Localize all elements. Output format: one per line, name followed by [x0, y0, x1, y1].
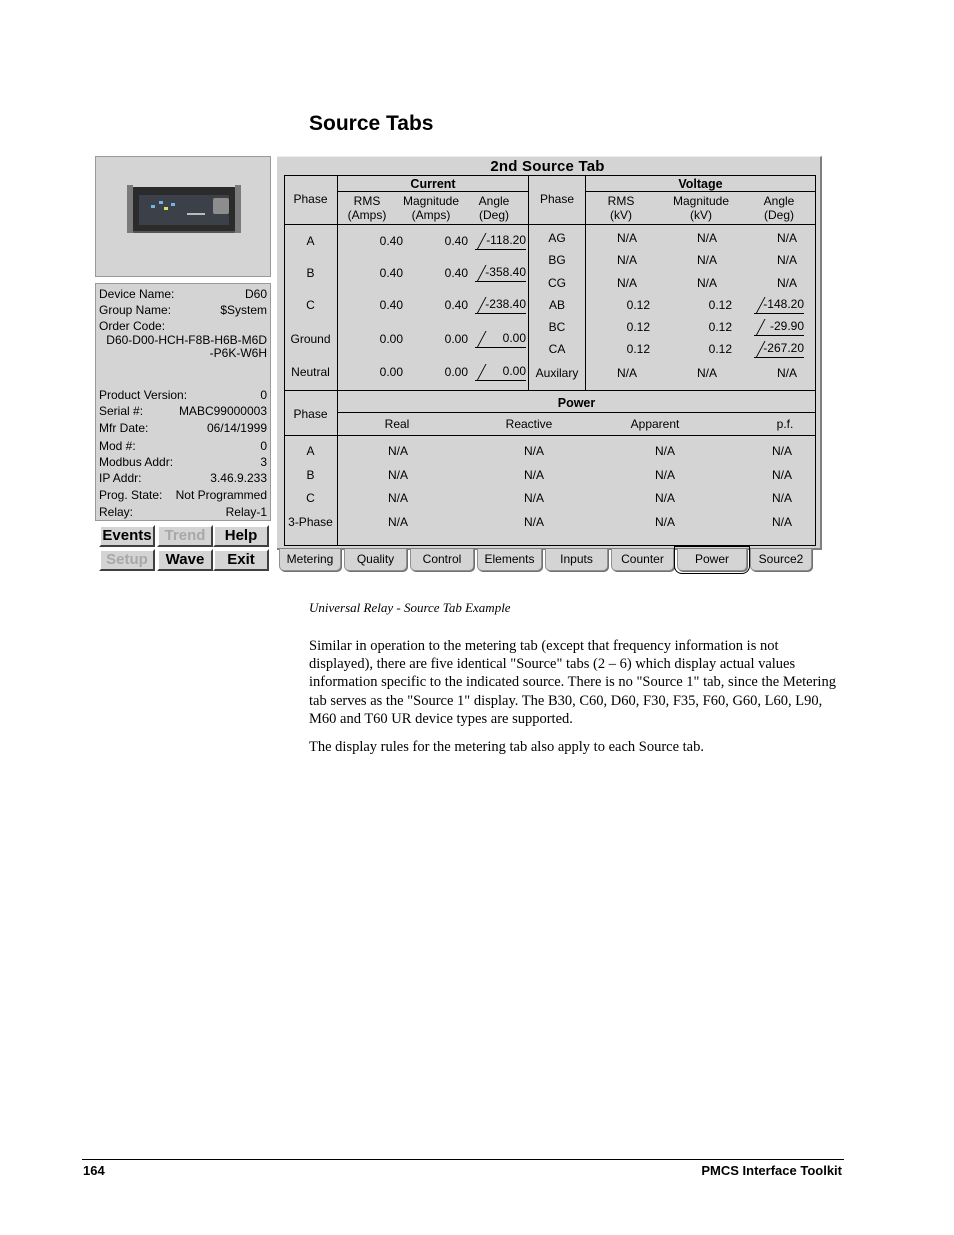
voltage-row-rms: 0.12: [626, 342, 650, 356]
voltage-row-phase: BC: [548, 320, 566, 334]
wave-button[interactable]: Wave: [157, 549, 213, 571]
device-name-row: Device Name: D60: [99, 287, 267, 301]
current-header: Current: [410, 177, 456, 191]
order-code-line-2: -P6K-W6H: [209, 346, 267, 360]
voltage-header-underline: [586, 191, 815, 192]
power-row-value: N/A: [654, 444, 675, 458]
source-tab-title: 2nd Source Tab: [490, 158, 605, 175]
power-row-value: N/A: [523, 468, 544, 482]
voltage-row-mag: N/A: [696, 276, 717, 290]
power-header-underline: [337, 412, 815, 413]
group-name-row: Group Name: $System: [99, 303, 267, 317]
voltage-row-rms: N/A: [616, 231, 637, 245]
current-mag-unit: (Amps): [411, 208, 451, 222]
grid-border-top: [284, 175, 815, 176]
power-col-header: Apparent: [630, 417, 680, 431]
relay-row: Relay: Relay-1: [99, 505, 267, 519]
voltage-angle-unit: (Deg): [763, 208, 794, 222]
current-rms-unit: (Amps): [347, 208, 387, 222]
events-button[interactable]: Events: [99, 525, 155, 547]
power-row-phase: B: [306, 468, 315, 482]
grid-border-right: [815, 175, 816, 546]
voltage-row-mag: N/A: [696, 253, 717, 267]
power-phase-header: Phase: [293, 407, 328, 421]
grid-border-left: [284, 175, 285, 545]
power-row-value: N/A: [523, 444, 544, 458]
voltage-row-phase: Auxilary: [535, 366, 579, 380]
power-col-divider: [284, 435, 815, 436]
mfr-date-row: Mfr Date: 06/14/1999: [99, 421, 267, 435]
footer-rule: [82, 1159, 844, 1160]
power-row-value: N/A: [387, 515, 408, 529]
ip-addr-row: IP Addr: 3.46.9.233: [99, 471, 267, 485]
device-image-panel: [95, 156, 271, 277]
current-row-phase: A: [306, 234, 315, 248]
current-row-angle: [475, 364, 526, 381]
order-code-row: Order Code:: [99, 319, 166, 333]
power-header: Power: [557, 396, 596, 410]
angle-value: -267.20: [763, 341, 804, 355]
current-row-rms: 0.40: [379, 298, 403, 312]
angle-symbol-icon: [477, 331, 487, 347]
setup-button[interactable]: Setup: [99, 549, 155, 571]
current-row-mag: 0.40: [444, 266, 468, 280]
power-section-divider: [284, 390, 815, 391]
voltage-row-angle: [754, 341, 804, 358]
current-row-angle: [475, 233, 526, 250]
current-row-rms: 0.40: [379, 234, 403, 248]
trend-button[interactable]: Trend: [157, 525, 213, 547]
current-row-angle: [475, 265, 526, 282]
power-row-value: N/A: [387, 444, 408, 458]
tab-quality[interactable]: Quality: [344, 549, 407, 571]
angle-symbol-icon: [477, 233, 487, 249]
voltage-row-rms: 0.12: [626, 320, 650, 334]
power-row-value: N/A: [387, 468, 408, 482]
voltage-rms-header: RMS: [607, 194, 635, 208]
voltage-row-mag: 0.12: [708, 298, 732, 312]
voltage-row-mag: 0.12: [708, 342, 732, 356]
power-row-value: N/A: [771, 491, 792, 505]
voltage-row-rms: 0.12: [626, 298, 650, 312]
current-row-mag: 0.40: [444, 298, 468, 312]
current-angle-unit: (Deg): [478, 208, 509, 222]
current-row-rms: 0.00: [379, 332, 403, 346]
tab-inputs[interactable]: Inputs: [545, 549, 608, 571]
voltage-row-angle: N/A: [776, 276, 797, 290]
angle-value: -358.40: [485, 265, 526, 279]
current-phase-divider: [337, 175, 338, 390]
current-mag-header: Magnitude: [402, 194, 460, 208]
voltage-row-phase: BG: [548, 253, 566, 267]
current-row-rms: 0.00: [379, 365, 403, 379]
voltage-row-phase: AG: [548, 231, 566, 245]
current-row-angle: [475, 297, 526, 314]
help-button[interactable]: Help: [213, 525, 269, 547]
angle-symbol-icon: [756, 319, 766, 335]
current-row-angle: [475, 331, 526, 348]
grid-header-divider: [284, 224, 815, 225]
voltage-row-rms: N/A: [616, 366, 637, 380]
current-row-mag: 0.40: [444, 234, 468, 248]
power-row-value: N/A: [771, 515, 792, 529]
voltage-row-angle: N/A: [776, 366, 797, 380]
grid-border-bottom: [284, 545, 815, 546]
voltage-row-angle: N/A: [776, 231, 797, 245]
current-rms-header: RMS: [353, 194, 381, 208]
power-row-value: N/A: [654, 515, 675, 529]
power-row-phase: 3-Phase: [288, 515, 333, 529]
voltage-row-phase: CG: [548, 276, 566, 290]
figure-caption: Universal Relay - Source Tab Example: [309, 600, 511, 615]
current-row-phase: B: [306, 266, 315, 280]
power-col-header: Real: [384, 417, 410, 431]
voltage-phase-header: Phase: [539, 192, 575, 206]
power-row-phase: A: [306, 444, 315, 458]
section-title: Source Tabs: [309, 112, 434, 135]
paragraph-2: The display rules for the metering tab also apply to each Source tab.: [309, 739, 704, 755]
angle-value: -118.20: [486, 233, 526, 247]
voltage-rms-unit: (kV): [610, 208, 632, 222]
document-title: PMCS Interface Toolkit: [701, 1163, 842, 1178]
order-code-line-1: D60-D00-HCH-F8B-H6B-M6D: [106, 333, 267, 347]
device-info-panel: [95, 283, 271, 521]
serial-row: Serial #: MABC99000003: [99, 404, 267, 418]
relay-device-icon: [131, 187, 237, 231]
power-row-value: N/A: [771, 444, 792, 458]
voltage-row-mag: 0.12: [708, 320, 732, 334]
current-row-rms: 0.40: [379, 266, 403, 280]
power-row-value: N/A: [387, 491, 408, 505]
power-row-value: N/A: [654, 491, 675, 505]
angle-symbol-icon: [477, 364, 487, 380]
current-row-phase: C: [306, 298, 315, 312]
voltage-row-angle: [754, 319, 804, 336]
current-angle-header: Angle: [478, 194, 510, 208]
voltage-row-mag: N/A: [696, 366, 717, 380]
power-col-header: p.f.: [776, 417, 794, 431]
voltage-angle-header: Angle: [763, 194, 795, 208]
voltage-row-rms: N/A: [616, 276, 637, 290]
power-row-value: N/A: [523, 491, 544, 505]
voltage-phase-divider: [585, 175, 586, 390]
power-col-header: Reactive: [505, 417, 553, 431]
tab-source2[interactable]: Source2: [750, 549, 812, 571]
current-row-mag: 0.00: [444, 332, 468, 346]
voltage-header: Voltage: [678, 177, 723, 191]
voltage-row-mag: N/A: [696, 231, 717, 245]
power-row-value: N/A: [523, 515, 544, 529]
tab-counter[interactable]: Counter: [611, 549, 674, 571]
current-row-phase: Neutral: [291, 365, 330, 379]
page-number: 164: [83, 1163, 105, 1178]
power-row-phase: C: [306, 491, 315, 505]
angle-value: -29.90: [769, 319, 804, 333]
voltage-row-angle: N/A: [776, 253, 797, 267]
power-row-value: N/A: [771, 468, 792, 482]
mod-row: Mod #: 0: [99, 439, 267, 453]
voltage-row-phase: AB: [548, 298, 565, 312]
power-phase-divider: [337, 390, 338, 545]
current-header-underline: [337, 191, 528, 192]
current-row-phase: Ground: [290, 332, 331, 346]
voltage-row-rms: N/A: [616, 253, 637, 267]
voltage-row-angle: [754, 297, 804, 314]
voltage-mag-unit: (kV): [690, 208, 712, 222]
angle-value: -238.40: [485, 297, 526, 311]
power-row-value: N/A: [654, 468, 675, 482]
tab-metering[interactable]: Metering: [279, 549, 341, 571]
paragraph-1: Similar in operation to the metering tab (except that frequency information is not displayed), there are five identical "Source" tabs (2 – 6) which display actual values information specific to the indicated source. There is no "Source 1" tab, since the Metering tab serves as the "Source 1" display. The B30, C60, D60, F30, F35, F60, G60, L60, L90, M60 and T60 UR device types are supported.: [309, 638, 836, 727]
modbus-addr-row: Modbus Addr: 3: [99, 455, 267, 469]
angle-value: 0.00: [502, 331, 526, 345]
tab-elements[interactable]: Elements: [477, 549, 542, 571]
tab-power[interactable]: Power: [677, 549, 747, 571]
voltage-row-phase: CA: [548, 342, 566, 356]
product-version-row: Product Version: 0: [99, 388, 267, 402]
current-row-mag: 0.00: [444, 365, 468, 379]
voltage-mag-header: Magnitude: [672, 194, 730, 208]
exit-button[interactable]: Exit: [213, 549, 269, 571]
angle-value: -148.20: [763, 297, 804, 311]
prog-state-row: Prog. State: Not Programmed: [99, 488, 267, 502]
current-phase-header: Phase: [293, 192, 328, 206]
tab-control[interactable]: Control: [410, 549, 474, 571]
angle-value: 0.00: [502, 364, 526, 378]
